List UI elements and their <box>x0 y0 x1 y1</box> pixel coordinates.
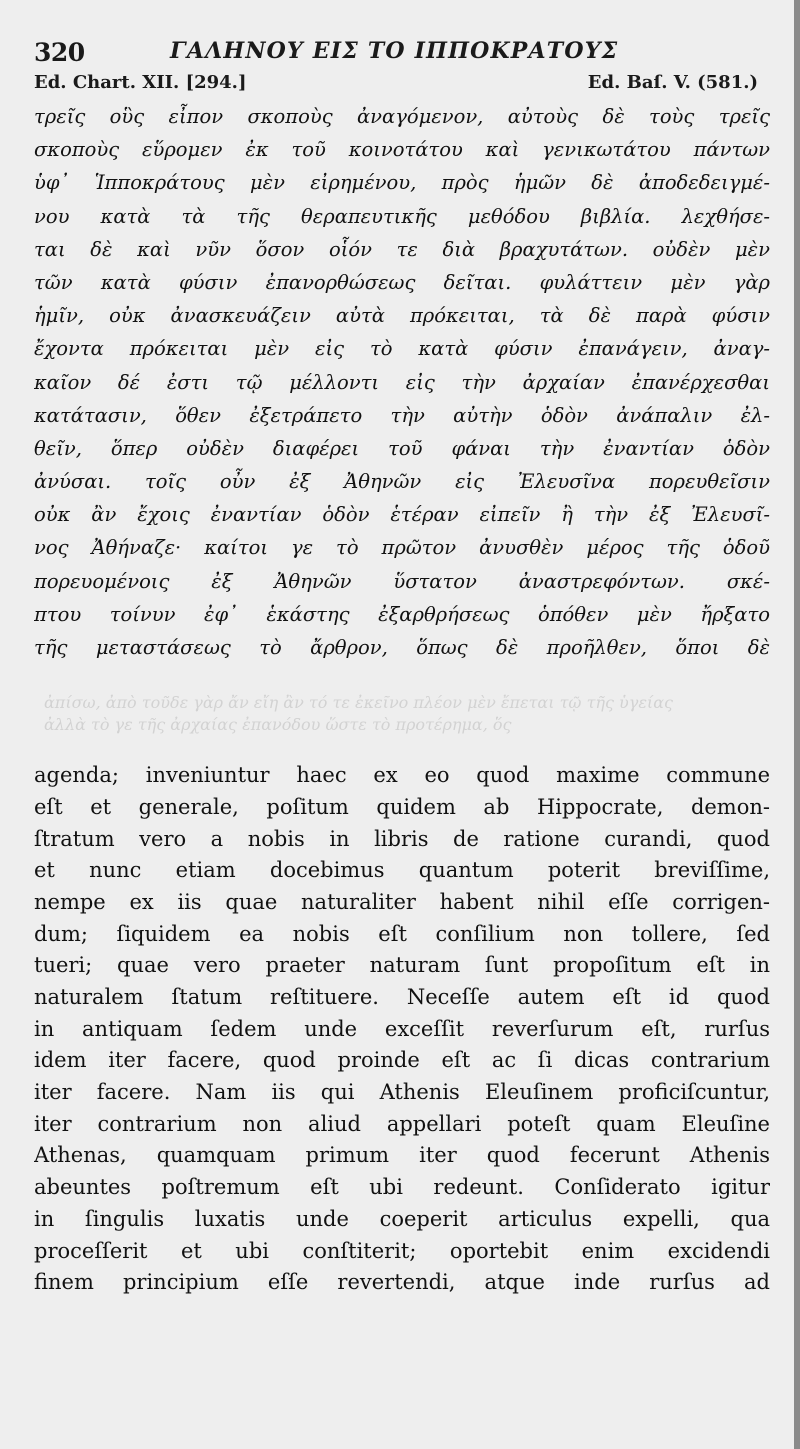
greek-text-line: ὑφ᾽ Ἱπποκράτους μὲν εἰρημένου, πρὸς ἡμῶν δὲ ἀποδεδειγμέ- <box>34 171 770 195</box>
greek-text-line: σκοποὺς εὕρομεν ἐκ τοῦ κοινοτάτου καὶ γενικωτάτου πάντων <box>34 138 770 162</box>
greek-text-line: ται δὲ καὶ νῦν ὅσον οἷόν τε διὰ βραχυτάτων. οὐδὲν μὲν <box>34 237 770 261</box>
greek-text-line: θεῖν, ὅπερ οὐδὲν διαφέρει τοῦ φάναι τὴν ἐναντίαν ὁδὸν <box>34 436 770 460</box>
latin-text-line: et nunc etiam docebimus quantum poterit breviſſime, <box>34 858 770 883</box>
greek-text-block <box>34 100 770 664</box>
latin-text-line: nempe ex iis quae naturaliter habent nihil eſſe corrigen- <box>34 889 770 914</box>
latin-text-line: iter contrarium non aliud appellari poteſt quam Eleuſine <box>34 1111 770 1136</box>
greek-text-line: κατάτασιν, ὅθεν ἐξετράπετο τὴν αὐτὴν ὁδὸν ἀνάπαλιν ἐλ- <box>34 403 770 427</box>
greek-text-line: ἀνύσαι. τοῖς οὖν ἐξ Ἀθηνῶν εἰς Ἐλευσῖνα πορευθεῖσιν <box>34 470 770 494</box>
latin-text-line: naturalem ſtatum reſtituere. Neceſſe autem eſt id quod <box>34 985 770 1009</box>
latin-text-line: eſt et generale, poſitum quidem ab Hippocrate, demon- <box>34 794 770 819</box>
greek-text-line: τῆς μεταστάσεως τὸ ἄρθρον, ὅπως δὲ προῆλθεν, ὅποι δὲ <box>34 636 770 659</box>
latin-text-block <box>34 760 770 1299</box>
greek-text-line: τῶν κατὰ φύσιν ἐπανορθώσεως δεῖται. φυλάττειν μὲν γὰρ <box>34 270 770 294</box>
greek-text-line: ἡμῖν, οὐκ ἀνασκευάζειν αὐτὰ πρόκειται, τὰ δὲ παρὰ φύσιν <box>34 304 770 328</box>
latin-text-line: Athenas, quamquam primum iter quod fecerunt Athenis <box>34 1143 770 1168</box>
greek-text-line: ἔχοντα πρόκειται μὲν εἰς τὸ κατὰ φύσιν ἐπανάγειν, ἀναγ- <box>34 337 770 361</box>
latin-text-line: proceſſerit et ubi conſtiterit; oportebit enim excidendi <box>34 1238 770 1263</box>
latin-text-line: idem iter facere, quod proinde eſt ac ſi dicas contrarium <box>34 1048 770 1073</box>
page-edge-shadow <box>794 0 800 1449</box>
latin-text-line: finem principium eſſe revertendi, atque inde rurſus ad <box>34 1270 770 1295</box>
edition-reference-line <box>34 72 770 96</box>
page-number: 320 <box>34 38 85 67</box>
edition-basel-reference: Ed. Baſ. V. (581.) <box>587 72 758 93</box>
greek-text-line: οὐκ ἂν ἔχοις ἐναντίαν ὁδὸν ἑτέραν εἰπεῖν ἢ τὴν ἐξ Ἐλευσῖ- <box>34 503 770 527</box>
latin-text-line: ſtratum vero a nobis in libris de ratione curandi, quod <box>34 826 770 851</box>
page-header <box>34 26 770 67</box>
bleed-through-line: ἀλλὰ τὸ γε τῆς ἀρχαίας ἐπανόδου ὥστε τὸ προτέρημα, ὅς <box>44 715 512 735</box>
bleed-through-line: ἀπίσω, ἀπὸ τοῦδε γὰρ ἄν εἴη ἂν τό τε ἐκεῖνο πλέον μὲν ἔπεται τῷ τῆς ὑγείας <box>44 693 673 713</box>
greek-text-line: τρεῖς οὓς εἶπον σκοποὺς ἀναγόμενον, αὐτοὺς δὲ τοὺς τρεῖς <box>34 105 770 128</box>
latin-text-line: in ſingulis luxatis unde coeperit articulus expelli, qua <box>34 1206 770 1231</box>
running-head: ΓΑΛΗΝΟΥ ΕΙΣ ΤΟ ΙΠΠΟΚΡΑΤΟΥΣ <box>170 38 619 64</box>
greek-text-line: πορευομένοις ἐξ Ἀθηνῶν ὕστατον ἀναστρεφόντων. σκέ- <box>34 569 770 593</box>
greek-text-line: καῖον δέ ἐστι τῷ μέλλοντι εἰς τὴν ἀρχαίαν ἐπανέρχεσθαι <box>34 370 770 394</box>
latin-text-line: abeuntes poſtremum eſt ubi redeunt. Conſiderato igitur <box>34 1175 770 1200</box>
greek-text-line: πτου τοίνυν ἐφ᾽ ἑκάστης ἐξαρθρήσεως ὁπόθεν μὲν ἤρξατο <box>34 602 770 626</box>
latin-text-line: agenda; inveniuntur haec ex eo quod maxime commune <box>34 763 770 788</box>
latin-text-line: dum; ſiquidem ea nobis eſt conſilium non tollere, ſed <box>34 921 770 946</box>
edition-chartier-reference: Ed. Chart. XII. [294.] <box>34 72 247 93</box>
latin-text-line: in antiquam ſedem unde exceſſit reverſurum eſt, rurſus <box>34 1016 770 1041</box>
bleed-through-text <box>34 692 770 754</box>
latin-text-line: tueri; quae vero praeter naturam ſunt propoſitum eſt in <box>34 953 770 978</box>
greek-text-line: νος Ἀθήναζε· καίτοι γε τὸ πρῶτον ἀνυσθὲν μέρος τῆς ὁδοῦ <box>34 536 770 560</box>
latin-text-line: iter facere. Nam iis qui Athenis Eleuſinem proficiſcuntur, <box>34 1080 770 1105</box>
greek-text-line: νου κατὰ τὰ τῆς θεραπευτικῆς μεθόδου βιβλία. λεχθήσε- <box>34 204 770 228</box>
